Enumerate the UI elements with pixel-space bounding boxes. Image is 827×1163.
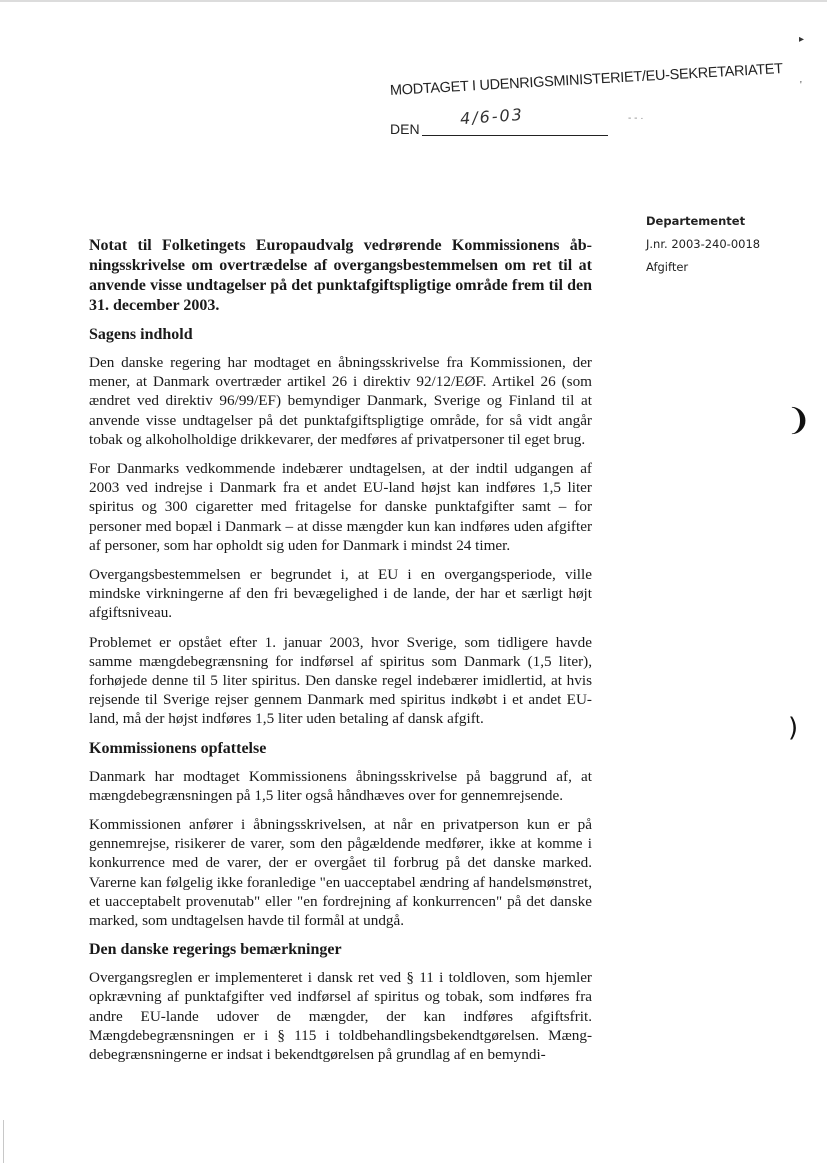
scan-edge-top — [0, 0, 827, 2]
office-name: Afgifter — [646, 260, 689, 274]
stamp-mark: - - · — [628, 113, 644, 124]
paragraph: Overgangsbestemmelsen er begrundet i, at EU i en overgangsperiode, ville mindske virkningerne af den fri bevægelighed i de lande, der har et særligt højt afgiftsniveau. — [89, 566, 592, 622]
paragraph: For Danmarks vedkommende indebærer undtagelsen, at der indtil udgangen af 2003 ved indrejse i Danmark fra et andet EU-land højst kan indføres 1,5 liter spiritus og 300 cigaretter med fritagelse for danske punktafgifter samt – for personer med bopæl i Danmark – at disse mængder kun kan indføres uden afgifter af personer, som har opholdt sig uden for Danmark i mindst 24 timer. — [89, 460, 592, 554]
received-stamp — [388, 61, 784, 137]
scan-mark: ▸ — [799, 34, 805, 45]
paragraph: Problemet er opstået efter 1. januar 2003, hvor Sverige, som tidligere havde samme mængdebegrænsning for indførsel af spiritus som Danmark (1,5 liter), forhøjede denne til 5 liter spiritus. Den danske regel indebærer imidlertid, at hvis rejsende til Sverige rejser gennem Danmark med spiritus indkøbt i et andet EU-land, må der højst indføres 1,5 liter uden betaling af dansk afgift. — [89, 633, 592, 728]
document-title: Notat til Folketingets Europaudvalg vedrørende Kommissionens åbningsskrivelse om overtrædelse af overgangsbestemmelsen om ret til at anvende visse undtagelser på det punktafgiftspligtige område frem til den 31. december 2003. — [89, 237, 592, 314]
journal-number: J.nr. 2003-240-0018 — [646, 237, 761, 251]
section-heading: Sagens indhold — [89, 326, 193, 343]
scan-mark: ' — [800, 80, 802, 91]
paragraph: Danmark har modtaget Kommissionens åbningsskrivelse på baggrund af, at mængdebegrænsningen på 1,5 liter også håndhæves over for gennemrejsende. — [89, 767, 592, 804]
sender-info — [646, 213, 760, 282]
paragraph: Overgangsreglen er implementeret i dansk ret ved § 11 i toldloven, som hjemler opkrævning af punktafgifter ved indførsel af spiritus og tobak, som indføres fra andre EU-lande udover de mængder, der kan indføres afgiftsfrit. Mængdebegrænsningen er i § 115 i toldbehandlingsbekendtgørelsen. Mængdebegrænsningerne er indsat i bekendtgørelsen på grundlag af en bemyndi- — [89, 969, 592, 1064]
punch-hole-mark: ❩ — [786, 403, 812, 438]
section-heading: Den danske regerings bemærkninger — [89, 941, 342, 959]
paragraph: Kommissionen anfører i åbningsskrivelsen, at når en privatperson kun er på gennemrejse, risikerer de varer, som den pågældende medfører, ikke at komme i konkurrence med de varer, der er overgået til forbrug på det danske marked. Varerne kan følgelig ikke foranledige "en uacceptabel ændring af handelsmønstret, et uacceptabelt provenutab" eller "en fordrejning af konkurrencen" på det danske marked, som undtagelsen havde til formål at undgå. — [89, 816, 592, 930]
stamp-date-label: DEN — [390, 121, 420, 137]
stamp-received-text: MODTAGET I UDENRIGSMINISTERIET/EU-SEKRETARIATET — [389, 61, 784, 99]
punch-hole-mark: ) — [788, 713, 799, 743]
paragraph: Den danske regering har modtaget en åbningsskrivelse fra Kommissionen, der mener, at Danmark overtræder artikel 26 i direktiv 92/12/EØF. Artikel 26 (som ændret ved direktiv 96/99/EF) bemyndiger Danmark, Sverige og Finland til at anvende visse undtagelser på det punktafgiftspligtige område, for så vidt angår tobak og alkoholholdige drikkevarer, der medføres af privatpersoner til eget brug. — [89, 354, 592, 448]
department-name: Departementet — [646, 214, 746, 228]
section-heading: Kommissionens opfattelse — [89, 739, 267, 757]
document-body — [89, 236, 592, 1074]
stamp-handwritten-date: 4/6-03 — [459, 104, 525, 129]
scan-edge-left — [3, 1120, 4, 1163]
stamp-date-underline — [422, 135, 608, 136]
